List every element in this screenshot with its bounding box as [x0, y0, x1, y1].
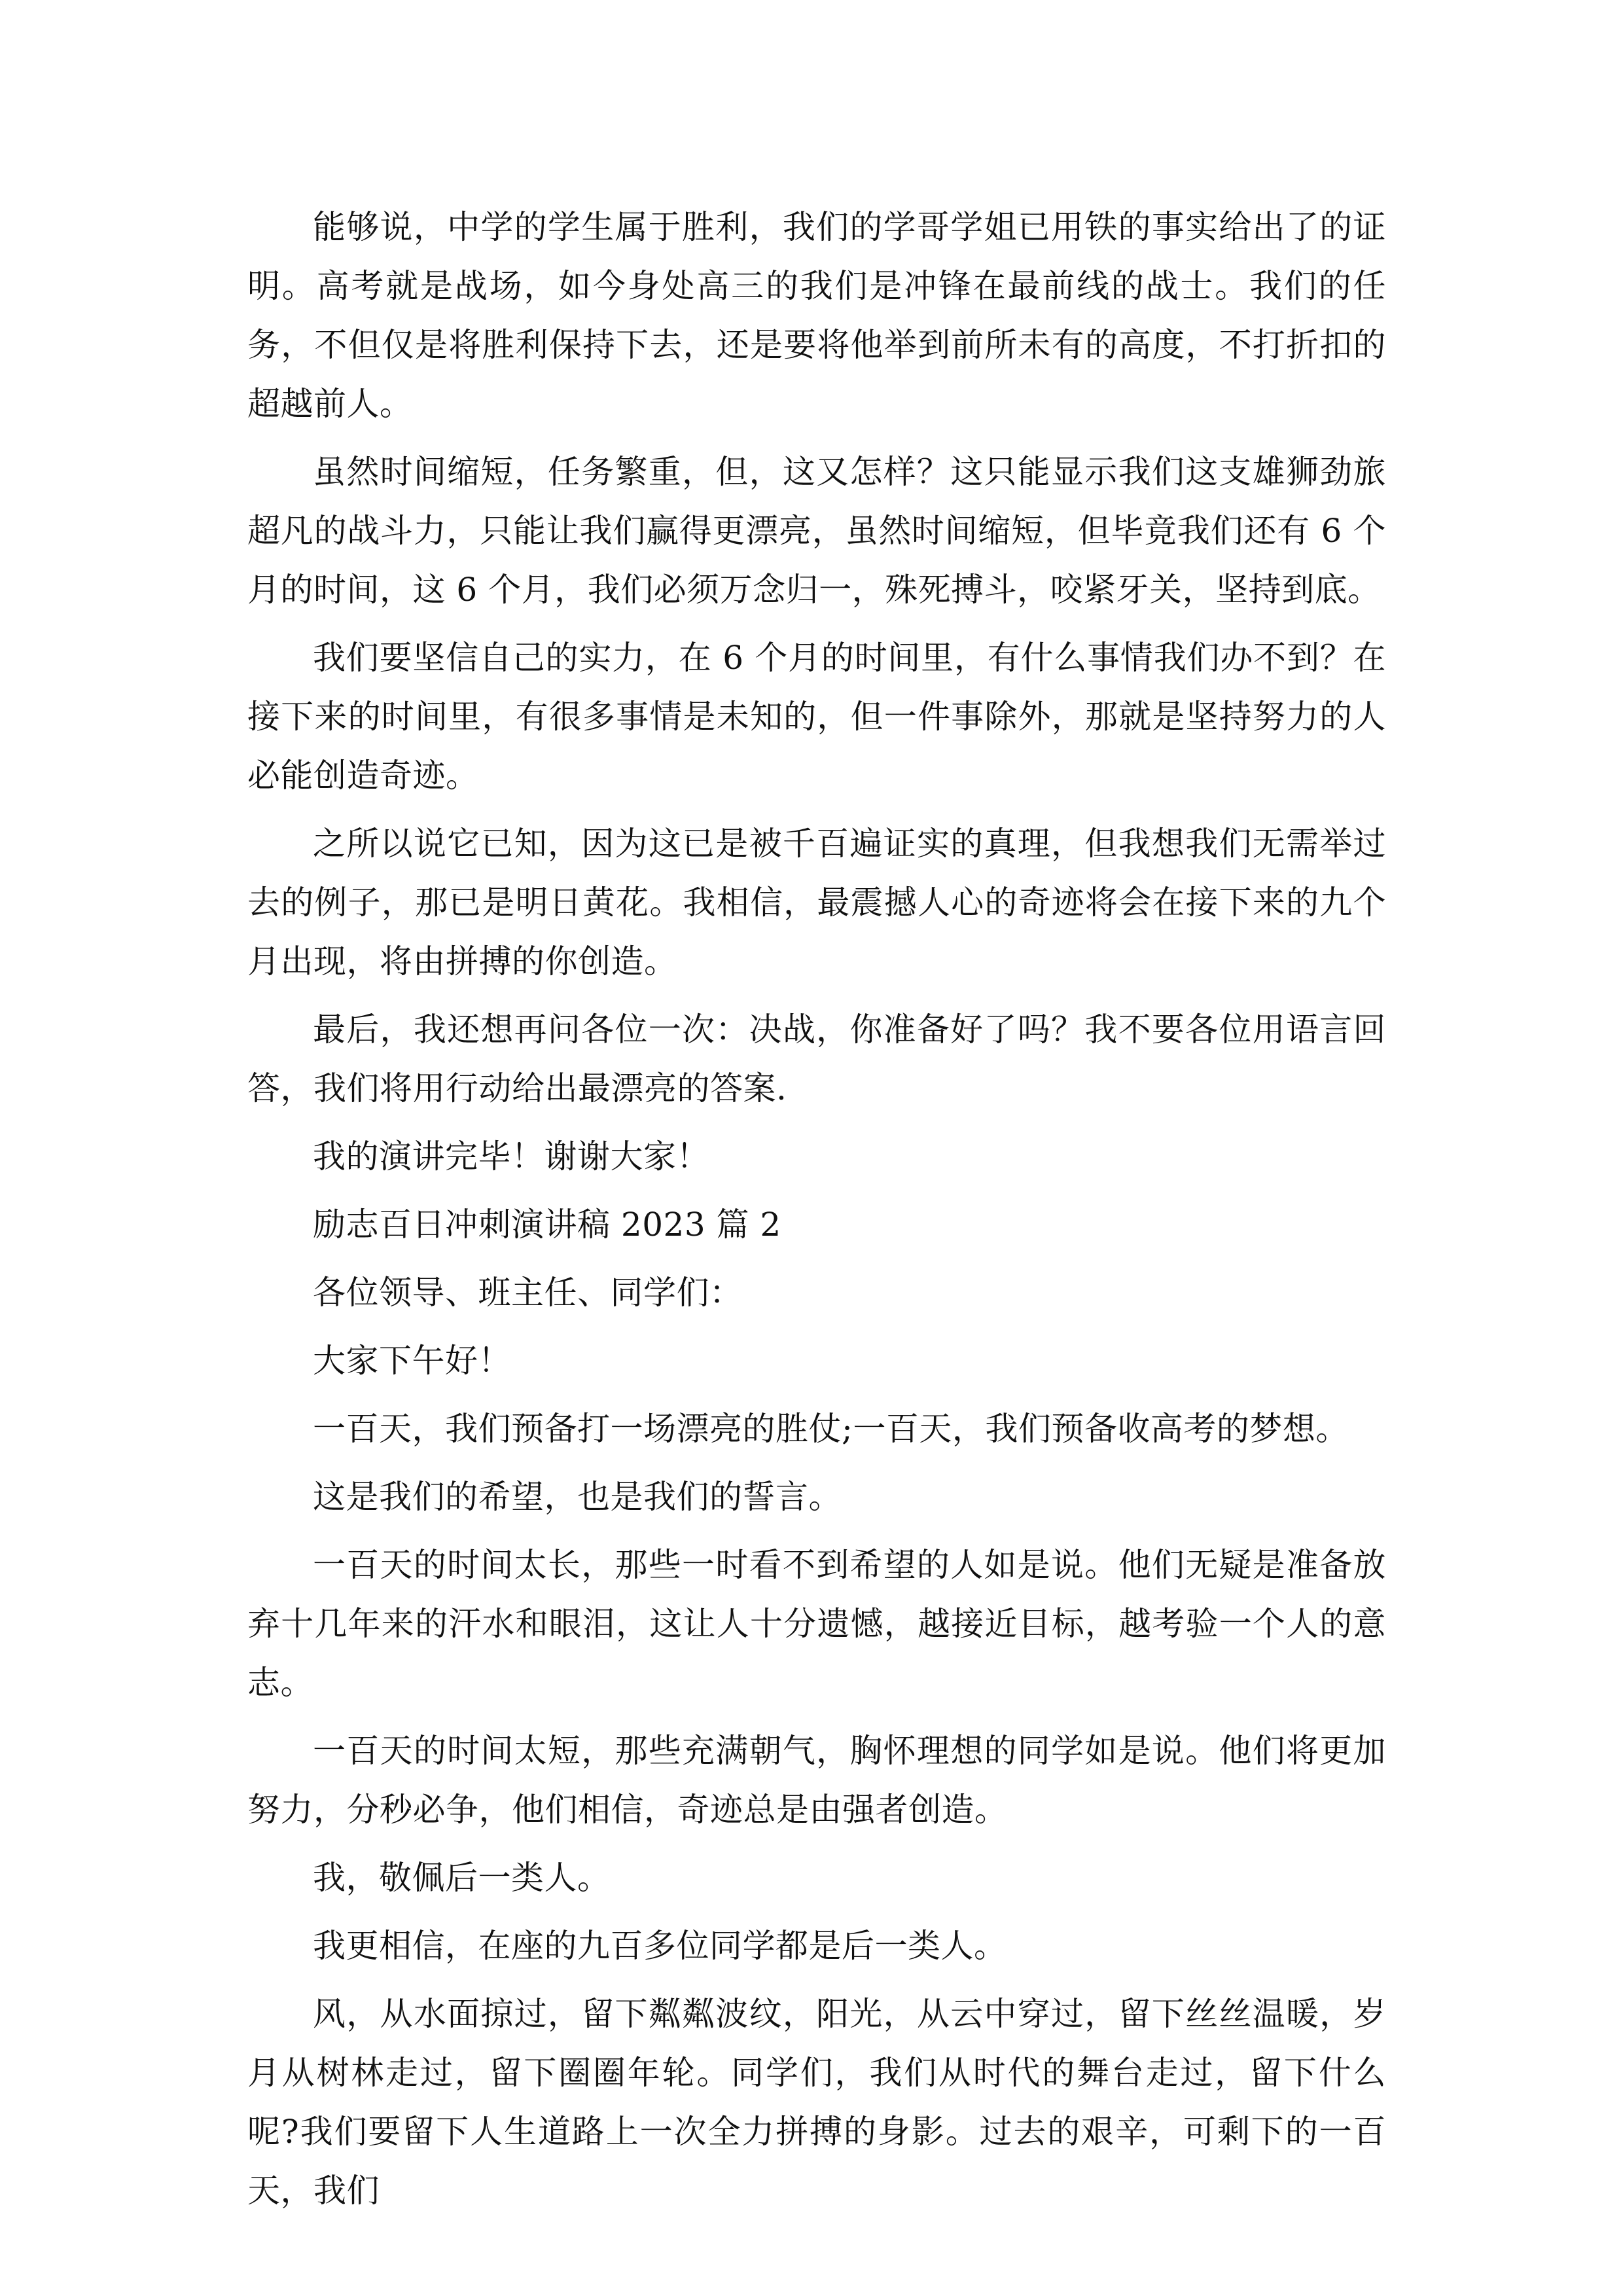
paragraph: 之所以说它已知，因为这已是被千百遍证实的真理，但我想我们无需举过去的例子，那已是明日黄花。我相信，最震撼人心的奇迹将会在接下来的九个月出现，将由拼搏的你创造。 [247, 825, 1386, 980]
greeting: 大家下午好！ [313, 1342, 511, 1380]
paragraph: 我，敬佩后一类人。 [313, 1859, 611, 1897]
paragraph: 虽然时间缩短，任务繁重，但，这又怎样？这只能显示我们这支雄狮劲旅超凡的战斗力，只能让我们赢得更漂亮，虽然时间缩短，但毕竟我们还有 6 个月的时间，这 6 个月，我们必须万念归一，殊死搏斗，咬紧牙关，坚持到底。 [247, 453, 1386, 609]
paragraph: 我们要坚信自己的实力，在 6 个月的时间里，有什么事情我们办不到？在接下来的时间里，有很多事情是未知的，但一件事除外，那就是坚持努力的人必能创造奇迹。 [247, 639, 1386, 795]
paragraph: 最后，我还想再问各位一次：决战，你准备好了吗？我不要各位用语言回答，我们将用行动给出最漂亮的答案. [247, 1011, 1386, 1107]
document-body [247, 198, 1386, 2220]
paragraph: 一百天的时间太短，那些充满朝气，胸怀理想的同学如是说。他们将更加努力，分秒必争，他们相信，奇迹总是由强者创造。 [247, 1732, 1386, 1829]
paragraph: 一百天的时间太长，那些一时看不到希望的人如是说。他们无疑是准备放弃十几年来的汗水和眼泪，这让人十分遗憾，越接近目标，越考验一个人的意志。 [247, 1546, 1386, 1702]
paragraph: 能够说，中学的学生属于胜利，我们的学哥学姐已用铁的事实给出了的证明。高考就是战场，如今身处高三的我们是冲锋在最前线的战士。我们的任务，不但仅是将胜利保持下去，还是要将他举到前所未有的高度，不打折扣的超越前人。 [247, 208, 1386, 423]
paragraph: 一百天，我们预备打一场漂亮的胜仗;一百天，我们预备收高考的梦想。 [313, 1410, 1349, 1448]
section-heading: 励志百日冲刺演讲稿 2023 篇 2 [313, 1206, 781, 1244]
paragraph: 这是我们的希望，也是我们的誓言。 [313, 1478, 842, 1516]
paragraph: 风，从水面掠过，留下粼粼波纹，阳光，从云中穿过，留下丝丝温暖，岁月从树林走过，留下圈圈年轮。同学们，我们从时代的舞台走过，留下什么呢?我们要留下人生道路上一次全力拼搏的身影。过去的艰辛，可剩下的一百天，我们 [247, 1995, 1386, 2210]
paragraph: 我更相信，在座的九百多位同学都是后一类人。 [313, 1927, 1007, 1965]
salutation: 各位领导、班主任、同学们： [313, 1274, 743, 1312]
closing-line: 我的演讲完毕！谢谢大家！ [313, 1138, 709, 1175]
